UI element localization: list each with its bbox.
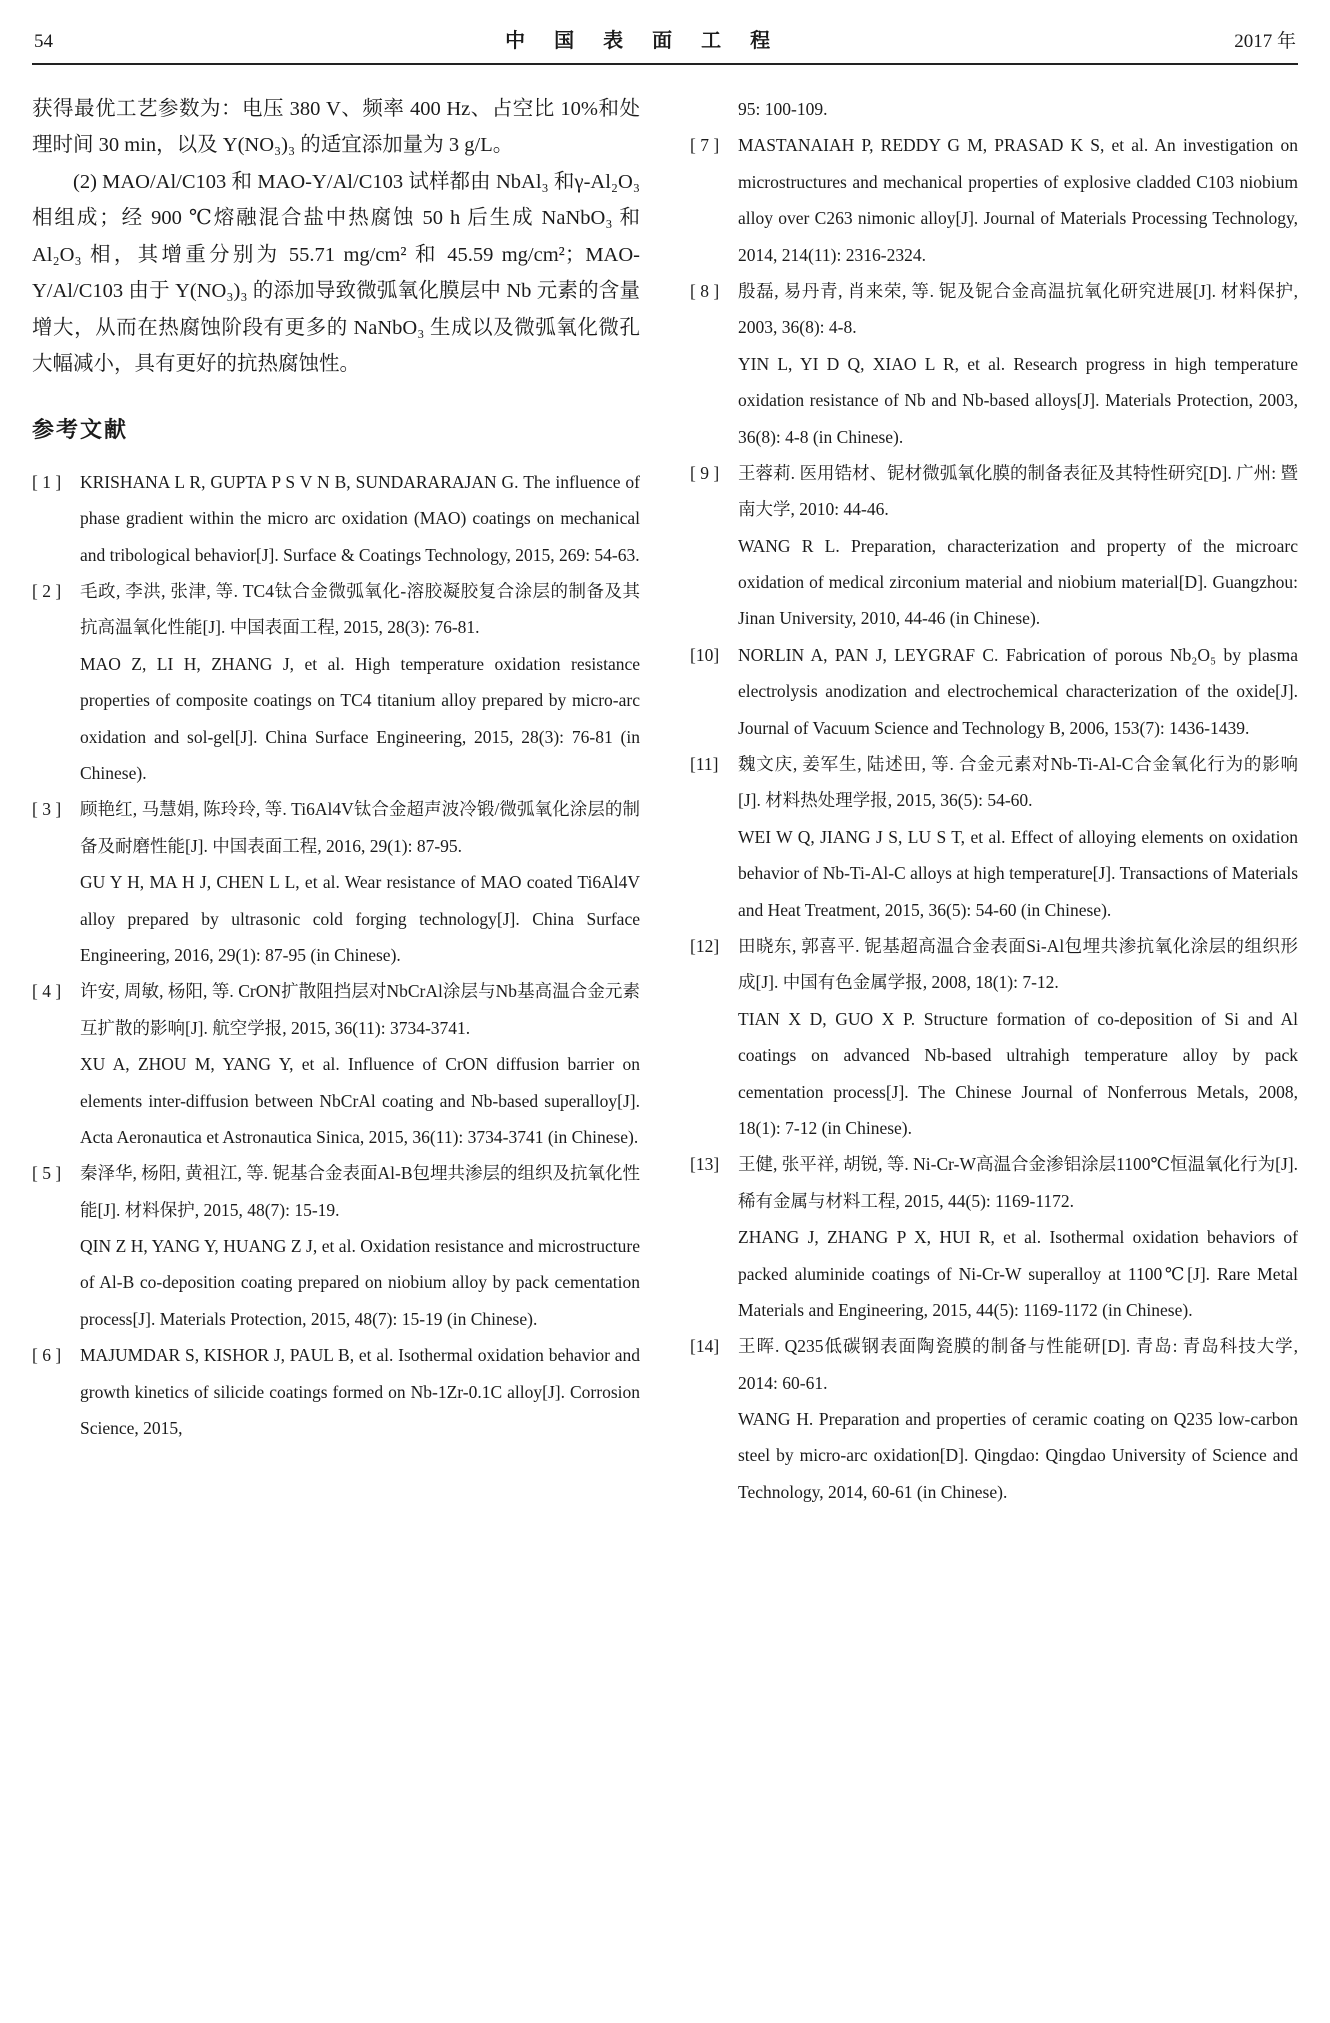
reference-entry: 王晖. Q235低碳钢表面陶瓷膜的制备与性能研[D]. 青岛: 青岛科技大学, 2014: 60-61. (738, 1336, 1298, 1393)
reference-entry: 田晓东, 郭喜平. 铌基超高温合金表面Si-Al包埋共渗抗氧化涂层的组织形成[J]. 中国有色金属学报, 2008, 18(1): 7-12. (738, 935, 1298, 993)
reference-body (738, 1146, 1298, 1328)
conclusion-paragraph-continuation: 获得最优工艺参数为：电压 380 V、频率 400 Hz、占空比 10%和处理时间 30 min，以及 Y(NO₃)₃ 的适宜添加量为 3 g/L。 (32, 98, 640, 157)
reference-item (690, 1146, 1298, 1328)
reference-item (32, 573, 640, 791)
reference-item (690, 637, 1298, 746)
reference-entry: 王蓉莉. 医用锆材、铌材微弧氧化膜的制备表征及其特性研究[D]. 广州: 暨南大学, 2010: 44-46. (738, 462, 1298, 520)
reference-body (80, 791, 640, 973)
reference-body (80, 464, 640, 573)
reference-item (32, 973, 640, 1155)
reference-item (32, 791, 640, 973)
reference-number: [ 6 ] (32, 1345, 62, 1366)
reference-entry: 魏文庆, 姜军生, 陆述田, 等. 合金元素对Nb-Ti-Al-C合金氧化行为的影响[J]. 材料热处理学报, 2015, 36(5): 54-60. (738, 754, 1298, 811)
reference-entry: NORLIN A, PAN J, LEYGRAF C. Fabrication of porous Nb₂O₅ by plasma electrolysis anodization and electrochemical characterization of the oxide[J]. Journal of Vacuum Science and Technology B, 2006, 153(7): 1436-1439. (738, 644, 1298, 738)
reference-item (690, 1328, 1298, 1510)
reference-list-left (32, 464, 640, 1447)
conclusion-paragraph-2: (2) MAO/Al/C103 和 MAO-Y/Al/C103 试样都由 NbAl₃ 和γ-Al₂O₃ 相组成；经 900 ℃熔融混合盐中热腐蚀 50 h 后生成 NaNbO₃ 和 Al₂O₃ 相，其增重分别为 55.71 mg/cm² 和 45.59 mg/cm²；MAO-Y/Al/C103 由于 Y(NO₃)₃ 的添加导致微弧氧化膜层中 Nb 元素的含量增大，从而在热腐蚀阶段有更多的 NaNbO₃ 生成以及微弧氧化微孔大幅减小，具有更好的抗热腐蚀性。 (32, 170, 640, 376)
reference-body (738, 637, 1298, 746)
reference-number: [12] (690, 935, 720, 956)
reference-body (80, 573, 640, 791)
reference-entry: KRISHANA L R, GUPTA P S V N B, SUNDARARAJAN G. The influence of phase gradient within the micro arc oxidation (MAO) coatings on mechanical and tribological behavior[J]. Surface & Coatings Technology, 2015, 269: 54-63. (80, 471, 640, 565)
reference-list-right (690, 127, 1298, 1510)
reference-body (80, 1155, 640, 1337)
reference-item (690, 746, 1298, 928)
reference-number: [ 7 ] (690, 135, 720, 156)
reference-entry: TIAN X D, GUO X P. Structure formation of co-deposition of Si and Al coatings on advanced Nb-based ultrahigh temperature alloy by pack cementation process[J]. The Chinese Journal of Nonferrous Metals, 2008, 18(1): 7-12 (in Chinese). (738, 1008, 1298, 1138)
reference-item (690, 273, 1298, 455)
reference-number: [13] (690, 1154, 720, 1175)
reference-body (738, 127, 1298, 273)
reference-number: [10] (690, 644, 720, 665)
reference-number: [ 2 ] (32, 581, 62, 602)
reference-number: [11] (690, 754, 719, 775)
reference-body (80, 973, 640, 1155)
reference-body (738, 455, 1298, 637)
reference-entry: WANG R L. Preparation, characterization and property of the microarc oxidation of medical zirconium material and niobium material[D]. Guangzhou: Jinan University, 2010, 44-46 (in Chinese). (738, 535, 1298, 629)
page-number: 54 (34, 31, 53, 52)
reference-number: [ 9 ] (690, 462, 720, 483)
reference-entry: 殷磊, 易丹青, 肖来荣, 等. 铌及铌合金高温抗氧化研究进展[J]. 材料保护, 2003, 36(8): 4-8. (738, 280, 1298, 338)
reference-entry: MAJUMDAR S, KISHOR J, PAUL B, et al. Isothermal oxidation behavior and growth kinetics of silicide coatings formed on Nb-1Zr-0.1C alloy[J]. Corrosion Science, 2015, (80, 1345, 640, 1439)
reference-number: [ 3 ] (32, 799, 62, 820)
reference-entry: WEI W Q, JIANG J S, LU S T, et al. Effect of alloying elements on oxidation behavior of Nb-Ti-Al-C alloys at high temperature[J]. Transactions of Materials and Heat Treatment, 2015, 36(5): 54-60 (in Chinese). (738, 826, 1298, 920)
reference-item (690, 127, 1298, 273)
reference-body (738, 928, 1298, 1146)
reference-number: [ 8 ] (690, 280, 720, 301)
journal-title: 中 国 表 面 工 程 (505, 30, 783, 52)
reference-number: [ 4 ] (32, 981, 62, 1002)
reference-body (80, 1337, 640, 1446)
reference-entry: QIN Z H, YANG Y, HUANG Z J, et al. Oxidation resistance and microstructure of Al-B co-deposition coating prepared on niobium alloy by pack cementation process[J]. Materials Protection, 2015, 48(7): 15-19 (in Chinese). (80, 1236, 640, 1329)
reference-item (690, 928, 1298, 1146)
reference-entry: 顾艳红, 马慧娟, 陈玲玲, 等. Ti6Al4V钛合金超声波冷锻/微弧氧化涂层的制备及耐磨性能[J]. 中国表面工程, 2016, 29(1): 87-95. (80, 799, 640, 856)
reference-item (32, 1155, 640, 1337)
reference-number: [ 1 ] (32, 471, 62, 492)
reference-entry: GU Y H, MA H J, CHEN L L, et al. Wear resistance of MAO coated Ti6Al4V alloy prepared by ultrasonic cold forging technology[J]. China Surface Engineering, 2016, 29(1): 87-95 (in Chinese). (80, 872, 640, 965)
reference-entry: 许安, 周敏, 杨阳, 等. CrON扩散阻挡层对NbCrAl涂层与Nb基高温合金元素互扩散的影响[J]. 航空学报, 2015, 36(11): 3734-3741. (80, 981, 640, 1038)
reference-body (738, 273, 1298, 455)
references-heading: 参考文献 (32, 416, 129, 442)
year-label: 2017 年 (1234, 31, 1296, 52)
reference-continuation: 95: 100-109. (738, 99, 828, 119)
content-columns (32, 91, 1298, 1510)
right-column (690, 91, 1298, 1510)
reference-entry: 毛政, 李洪, 张津, 等. TC4钛合金微弧氧化-溶胶凝胶复合涂层的制备及其抗高温氧化性能[J]. 中国表面工程, 2015, 28(3): 76-81. (80, 581, 640, 638)
reference-entry: 秦泽华, 杨阳, 黄祖江, 等. 铌基合金表面Al-B包埋共渗层的组织及抗氧化性能[J]. 材料保护, 2015, 48(7): 15-19. (80, 1163, 640, 1220)
reference-number: [14] (690, 1336, 720, 1357)
page-header (32, 20, 1298, 63)
reference-entry: WANG H. Preparation and properties of ceramic coating on Q235 low-carbon steel by micro-arc oxidation[D]. Qingdao: Qingdao University of Science and Technology, 2014, 60-61 (in Chinese). (738, 1409, 1298, 1502)
reference-entry: YIN L, YI D Q, XIAO L R, et al. Research progress in high temperature oxidation resistance of Nb and Nb-based alloys[J]. Materials Protection, 2003, 36(8): 4-8 (in Chinese). (738, 353, 1298, 447)
reference-body (738, 1328, 1298, 1510)
left-column (32, 91, 640, 1510)
reference-entry: ZHANG J, ZHANG P X, HUI R, et al. Isothermal oxidation behaviors of packed aluminide coatings of Ni-Cr-W superalloy at 1100℃[J]. Rare Metal Materials and Engineering, 2015, 44(5): 1169-1172 (in Chinese). (738, 1227, 1298, 1320)
reference-item (690, 455, 1298, 637)
reference-number: [ 5 ] (32, 1163, 62, 1184)
reference-entry: 王健, 张平祥, 胡锐, 等. Ni-Cr-W高温合金渗铝涂层1100℃恒温氧化行为[J]. 稀有金属与材料工程, 2015, 44(5): 1169-1172. (738, 1154, 1298, 1211)
reference-entry: MASTANAIAH P, REDDY G M, PRASAD K S, et al. An investigation on microstructures and mechanical properties of explosive cladded C103 niobium alloy over C263 nimonic alloy[J]. Journal of Materials Processing Technology, 2014, 214(11): 2316-2324. (738, 135, 1298, 265)
reference-item (32, 1337, 640, 1446)
header-rule (32, 63, 1298, 65)
reference-entry: MAO Z, LI H, ZHANG J, et al. High temperature oxidation resistance properties of composite coatings on TC4 titanium alloy prepared by micro-arc oxidation and sol-gel[J]. China Surface Engineering, 2015, 28(3): 76-81 (in Chinese). (80, 653, 640, 783)
reference-item (32, 464, 640, 573)
reference-entry: XU A, ZHOU M, YANG Y, et al. Influence of CrON diffusion barrier on elements inter-diffusion between NbCrAl coating and Nb-based superalloy[J]. Acta Aeronautica et Astronautica Sinica, 2015, 36(11): 3734-3741 (in Chinese). (80, 1054, 640, 1147)
reference-body (738, 746, 1298, 928)
